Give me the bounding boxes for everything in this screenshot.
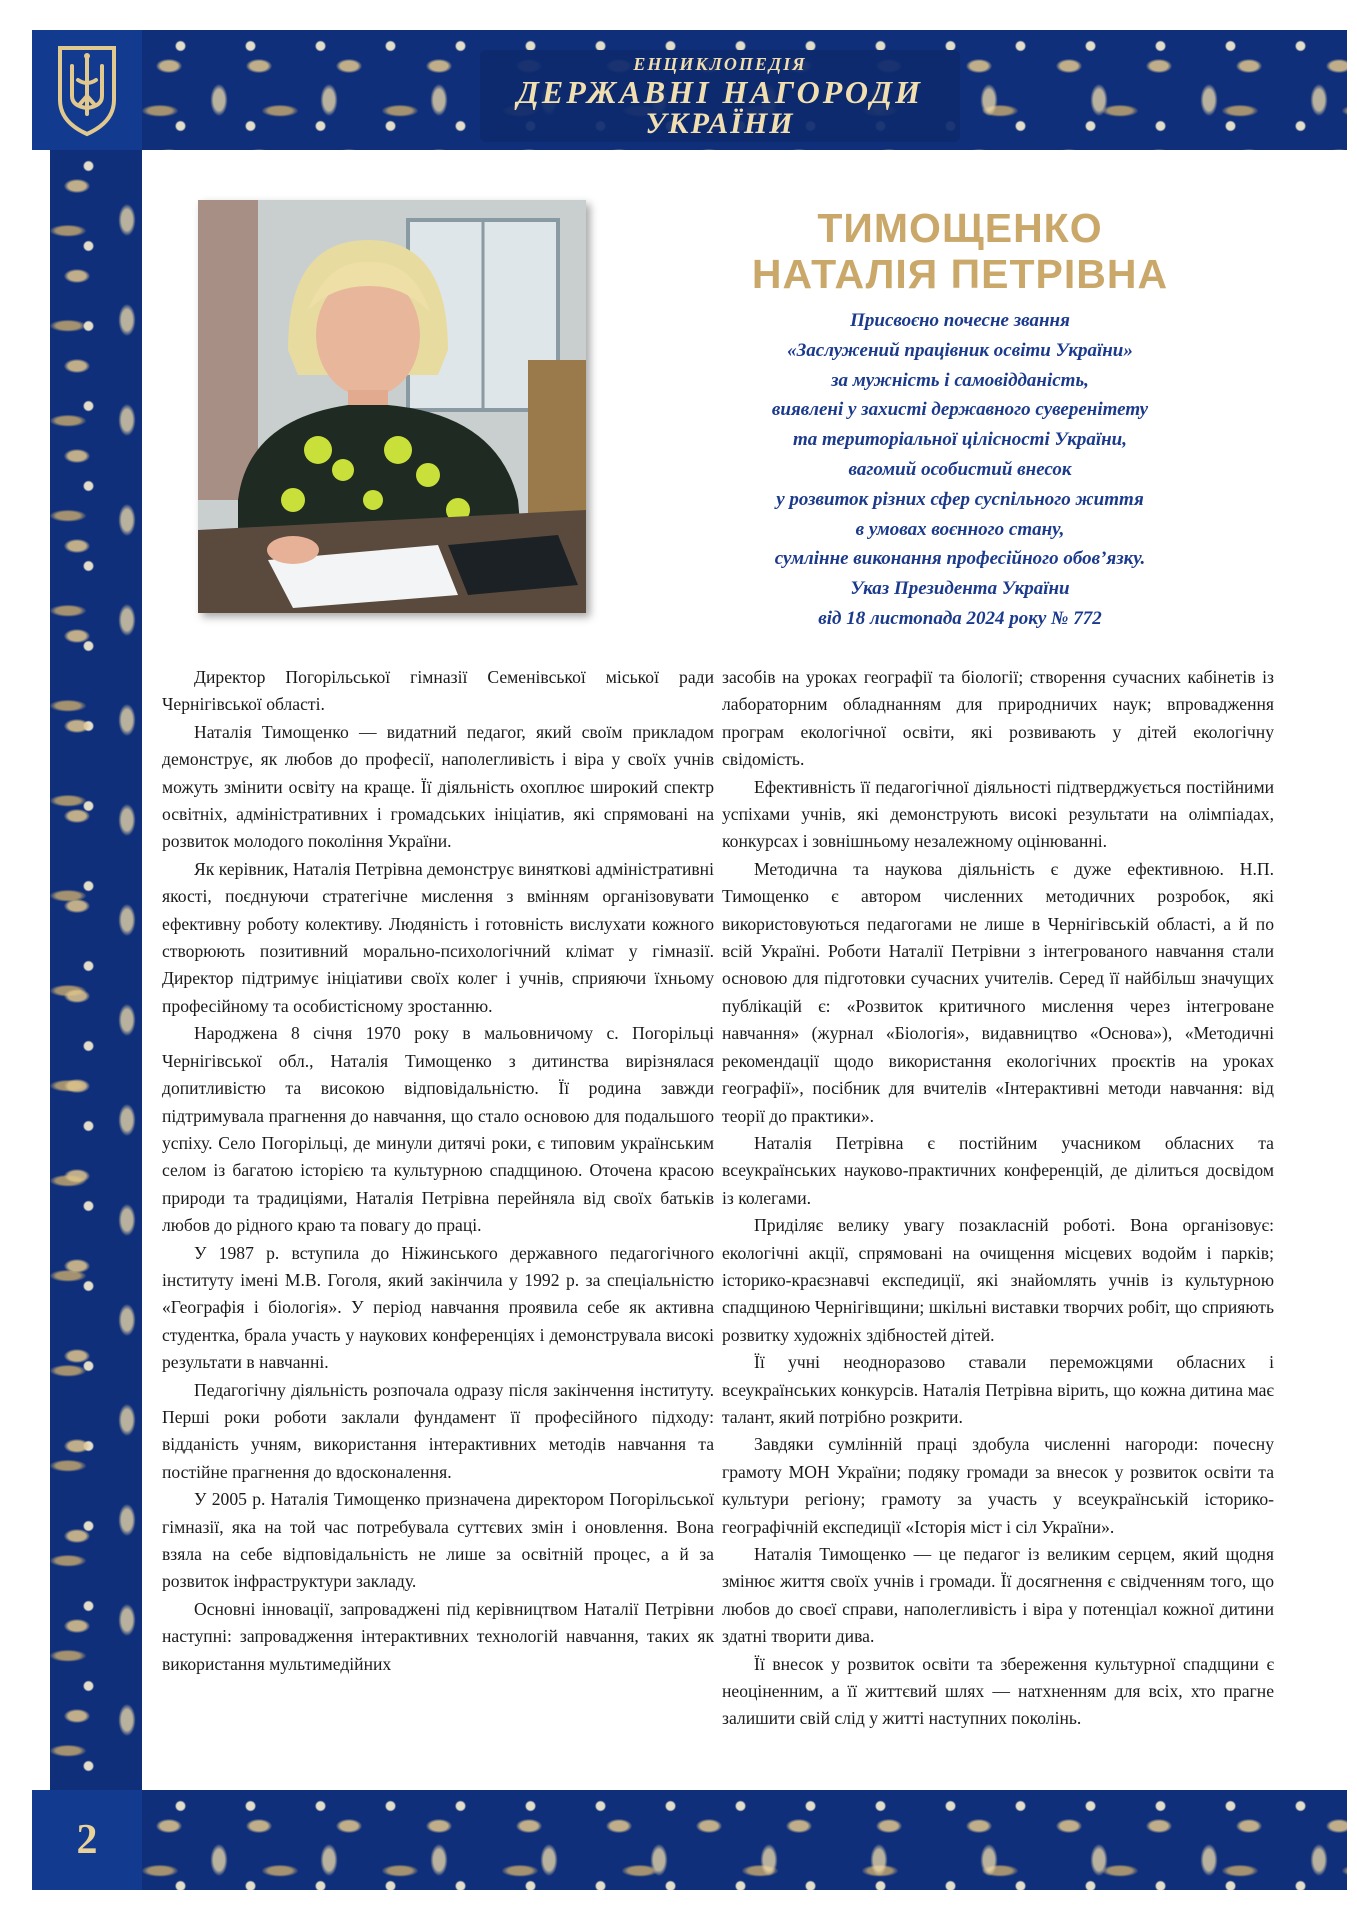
header-encyclopedia-label: ЕНЦИКЛОПЕДІЯ [633,54,807,74]
paragraph: Методична та наукова діяльність є дуже ефективною. Н.П. Тимощенко є автором численних методичних розробок, які використовуються педагогами не лише в Чернігівській області, а й по всій Україні. Роботи Наталії Петрівни з інтегрованого навчання стали основою для підготовки сучасних учителів. Серед її найбільш значущих публікацій є: «Розвиток критичного мислення через інтегроване навчання» (журнал «Біологія», видавництво «Основа»), «Методичні рекомендації щодо використання екологічних проєктів на уроках географії», посібник для вчителів «Інтерактивні методи навчання: від теорії до практики». [722,858,1274,1126]
header-ukraine-label: УКРАЇНИ [645,107,795,140]
paragraph: Народжена 8 січня 1970 року в мальовничому с. Погорільці Чернігівської обл., Наталія Тимощенко з дитинства вирізнялася допитливістю та високою відповідальністю. Її родина завжди підтримувала прагнення до навчання, що стало основою для подальшого успіху. Село Погорільці, де минули дитячі роки, є типовим українським селом із багатою історією та культурною спадщиною. Оточена красою природи та традиціями, Наталія Петрівна перейняла від своїх батьків любов до рідного краю та повагу до праці. [162,1023,714,1236]
paragraph: У 2005 р. Наталія Тимощенко призначена директором Погорільської гімназії, яка на той час потребувала суттєвих змін і оновлення. Вона взяла на себе відповідальність не лише за освітній процес, а й за розвиток інфраструктури закладу. [162,1489,714,1592]
paragraph: Наталія Петрівна є постійним учасником обласних та всеукраїнських науково-практичних конференцій, де ділиться досвідом із колегами. [722,1132,1274,1208]
bottom-ornament-band [142,1790,1347,1890]
crest-box [32,30,142,150]
right-text-column [722,664,1274,1733]
award-decree-line: Указ Президента України [850,578,1070,600]
portrait-photo [198,200,586,613]
left-text-column [162,664,714,1678]
left-ornament-band [50,150,142,1790]
award-line: у розвиток різних сфер суспільного життя [776,488,1144,510]
award-line: Присвоєно почесне звання [850,310,1070,331]
paragraph: Наталія Тимощенко — видатний педагог, який своїм прикладом демонструє, як любов до професії, наполегливість і віра у своїх учнів можуть змінити освіту на краще. Її діяльність охоплює широкий спектр освітніх, адміністративних і громадських ініціатив, які спрямовані на розвиток молодого покоління України. [162,721,714,852]
paragraph: Наталія Тимощенко — це педагог із великим серцем, який щодня змінює життя своїх учнів і громади. Її досягнення є свідченням того, що любов до своєї справи, наполегливість і віра у потенціал кожної дитини здатні творити дива. [722,1544,1274,1647]
page-number: 2 [76,1817,98,1863]
portrait-illustration [198,200,586,613]
award-line: сумлінне виконання професійного обов’язку. [774,548,1146,570]
paragraph: Її учні неодноразово ставали переможцями обласних і всеукраїнських конкурсів. Наталія Петрівна вірить, що кожна дитина має талант, який потрібно розкрити. [722,1352,1274,1427]
paragraph: Її внесок у розвиток освіти та збереження культурної спадщини є неоціненним, а її життєвий шлях — натхненням для всіх, хто прагне залишити свій слід у житті наступних поколінь. [722,1653,1274,1729]
person-first-names: НАТАЛІЯ ПЕТРІВНА [751,251,1169,297]
encyclopedia-title [480,50,960,142]
header-state-awards-label: ДЕРЖАВНІ НАГОРОДИ [517,74,923,110]
page-number-box [32,1790,142,1890]
paragraph: Ефективність її педагогічної діяльності підтверджується постійними успіхами учнів, які демонструють високі результати на олімпіадах, конкурсах і зовнішньому незалежному оцінюванні. [722,776,1274,852]
award-citation [680,306,1240,634]
paragraph: Основні інновації, запроваджені під керівництвом Наталії Петрівни наступні: запровадження інтерактивних технологій навчання, таких як використання мультимедійних [162,1598,714,1674]
paragraph: У 1987 р. вступила до Ніжинського державного педагогічного інституту імені М.В. Гоголя, який закінчила у 1992 р. за спеціальністю «Географія і біологія». У період навчання проявила себе як активна студентка, брала участь у наукових конференціях і демонструвала високі результати в навчанні. [162,1242,714,1373]
award-line: та територіальної цілісності України, [793,429,1127,451]
paragraph: Директор Погорільської гімназії Семенівської міської ради Чернігівської області. [162,667,714,715]
paragraph: Завдяки сумлінній праці здобула численні нагороди: почесну грамоту МОН України; подяку громади за внесок у розвиток освіти та культури регіону; грамоту за участь у всеукраїнській історико-географічній експедиції «Історія міст і сіл України». [722,1434,1274,1537]
trident-coat-of-arms-icon [52,40,122,140]
award-line: «Заслужений працівник освіти України» [787,339,1133,361]
paragraph: Приділяє велику увагу позакласній роботі. Вона організовує: екологічні акції, спрямовані на очищення місцевих водойм і парків; історико-краєзнавчі експедиції, які знайомлять учнів із культурною спадщиною Чернігівщини; шкільні виставки творчих робіт, що сприяють розвитку художніх здібностей дітей. [722,1215,1274,1345]
person-name-heading [680,205,1240,297]
award-line: виявлені у захисті державного суверенітету [771,399,1149,421]
award-line: вагомий особистий внесок [848,458,1072,480]
paragraph-continuation: засобів на уроках географії та біології; створення сучасних кабінетів із лабораторним обладнанням для природничих наук; впровадження програм екологічної освіти, які розвивають у дітей екологічну свідомість. [722,667,1274,770]
award-line: за мужність і самовідданість, [831,369,1089,391]
person-surname: ТИМОЩЕНКО [817,205,1103,251]
award-line: в умовах воєнного стану, [855,518,1065,540]
award-decree-date-line: від 18 листопада 2024 року № 772 [818,607,1102,629]
paragraph: Педагогічну діяльність розпочала одразу після закінчення інституту. Перші роки роботи заклали фундамент її професійного підходу: відданість учням, використання інтерактивних методів навчання та постійне прагнення до вдосконалення. [162,1379,714,1482]
paragraph: Як керівник, Наталія Петрівна демонструє виняткові адміністративні якості, поєднуючи стратегічне мислення з вмінням організовувати ефективну роботу колективу. Людяність і готовність вислухати кожного створюють позитивний морально-психологічний клімат у гімназії. Директор підтримує ініціативи своїх колег і учнів, сприяючи їхньому професійному та особистісному зростанню. [162,858,714,1016]
